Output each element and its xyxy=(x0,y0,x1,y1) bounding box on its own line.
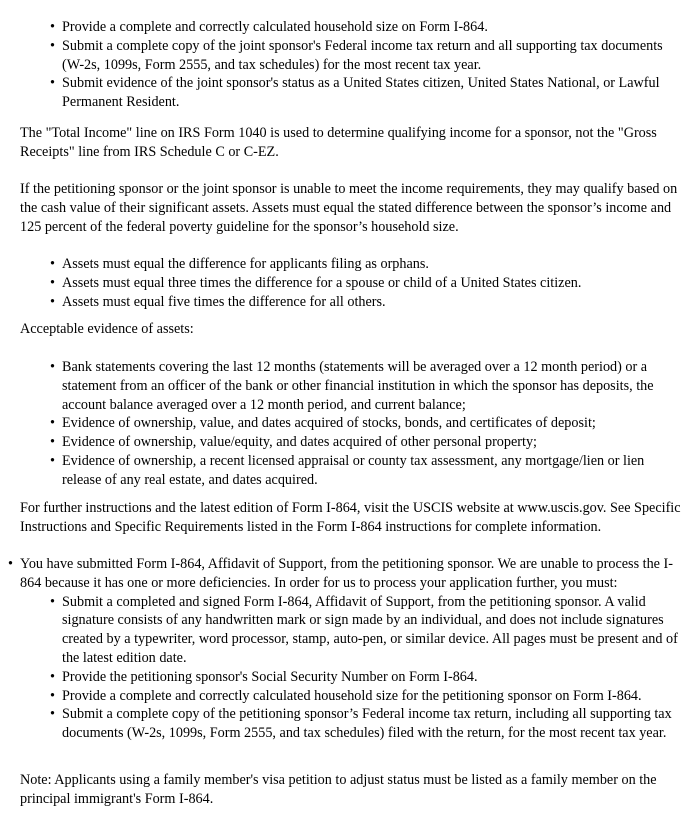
list-item-text: Assets must equal three times the difference for a spouse or child of a United States citizen. xyxy=(62,274,582,291)
bullet-icon: • xyxy=(50,706,55,723)
list-item xyxy=(50,705,682,743)
list-item-text: Evidence of ownership, a recent licensed appraisal or county tax assessment, any mortgage/lien or lien release of any real estate, and dates acquired. xyxy=(62,452,645,488)
list-item-text: Submit a complete copy of the joint sponsor's Federal income tax return and all supporting tax documents (W-2s, 1099s, Form 2555, and tax schedules) for the most recent tax year. xyxy=(62,37,663,73)
list-item xyxy=(50,668,682,687)
list-item xyxy=(50,293,677,312)
list-item-text: Submit evidence of the joint sponsor's status as a United States citizen, United States National, or Lawful Permanent Resident. xyxy=(62,75,660,111)
bullet-icon: • xyxy=(50,19,55,35)
list-item-text: Evidence of ownership, value, and dates acquired of stocks, bonds, and certificates of deposit; xyxy=(62,415,596,432)
list-item xyxy=(50,74,677,112)
bullet-icon: • xyxy=(50,434,55,451)
bullet-icon: • xyxy=(50,75,55,92)
bullet-icon: • xyxy=(50,293,55,310)
list-item xyxy=(50,255,677,274)
bullet-icon: • xyxy=(50,37,55,54)
list-item xyxy=(50,274,677,293)
list-item xyxy=(50,414,677,433)
list-item-text: Provide a complete and correctly calculated household size on Form I-864. xyxy=(62,19,488,35)
bullet-icon: • xyxy=(50,274,55,291)
further-instructions: For further instructions and the latest edition of Form I-864, visit the USCIS website at www.uscis.gov. See Specific Instructions and Specific Requirements listed in the Form I-864 instructions for complete information. xyxy=(20,500,681,535)
family-member-note: Note: Applicants using a family member's visa petition to adjust status must be listed as a family member on the principal immigrant's Form I-864. xyxy=(20,772,657,807)
deficiency-notice xyxy=(8,555,682,743)
bullet-icon: • xyxy=(50,593,55,610)
bullet-icon: • xyxy=(50,415,55,432)
list-item-text: Provide a complete and correctly calculated household size for the petitioning sponsor on Form I-864. xyxy=(62,687,642,704)
bullet-icon: • xyxy=(50,687,55,704)
list-item xyxy=(50,452,677,490)
list-item xyxy=(50,593,682,668)
list-item-text: Assets must equal the difference for applicants filing as orphans. xyxy=(62,256,429,272)
asset-multiples-list xyxy=(50,255,677,311)
bullet-icon: • xyxy=(8,556,13,572)
list-item-text: Submit a completed and signed Form I-864, Affidavit of Support, from the petitioning sponsor. A valid signature consists of any handwritten mark or sign made by an individual, and does not include signatures created by a typewriter, word processor, stamp, auto-pen, or similar device. All pages must be present and of the latest edition date. xyxy=(62,593,678,666)
bullet-icon: • xyxy=(50,452,55,469)
bullet-icon: • xyxy=(50,668,55,685)
assets-paragraph: If the petitioning sponsor or the joint sponsor is unable to meet the income requirements, they may qualify based on the cash value of their significant assets. Assets must equal the stated difference between the sponsor’s income and 125 percent of the federal poverty guideline for the sponsor’s household size. xyxy=(20,181,678,235)
list-item xyxy=(50,358,677,414)
list-item-text: Submit a complete copy of the petitioning sponsor’s Federal income tax return, including all supporting tax documents (W-2s, 1099s, Form 2555, and tax schedules) filed with the return, for the most recent tax year. xyxy=(62,706,672,742)
asset-evidence-list xyxy=(50,358,677,490)
acceptable-evidence-heading: Acceptable evidence of assets: xyxy=(20,321,194,337)
list-item xyxy=(50,433,677,452)
list-item xyxy=(50,687,682,706)
list-item-text: Assets must equal five times the difference for all others. xyxy=(62,293,386,310)
joint-sponsor-requirements-list xyxy=(50,18,677,112)
list-item xyxy=(50,37,677,75)
bullet-icon: • xyxy=(50,256,55,272)
list-item-text: Bank statements covering the last 12 months (statements will be averaged over a 12 month period) or a statement from an officer of the bank or other financial institution in which the sponsor has deposits, the account balance averaged over a 12 month period, and current balance; xyxy=(62,359,654,413)
list-item xyxy=(50,18,677,37)
deficiency-requirements-list xyxy=(50,593,682,743)
list-item-text: Evidence of ownership, value/equity, and dates acquired of other personal property; xyxy=(62,434,537,451)
bullet-icon: • xyxy=(50,359,55,375)
list-item-text: Provide the petitioning sponsor's Social Security Number on Form I-864. xyxy=(62,668,478,685)
deficiency-notice-text: You have submitted Form I-864, Affidavit of Support, from the petitioning sponsor. We are unable to process the I-864 because it has one or more deficiencies. In order for us to process your application further, you must: xyxy=(20,556,673,591)
total-income-note: The "Total Income" line on IRS Form 1040 is used to determine qualifying income for a sponsor, not the "Gross Receipts" line from IRS Schedule C or C-EZ. xyxy=(20,125,657,160)
